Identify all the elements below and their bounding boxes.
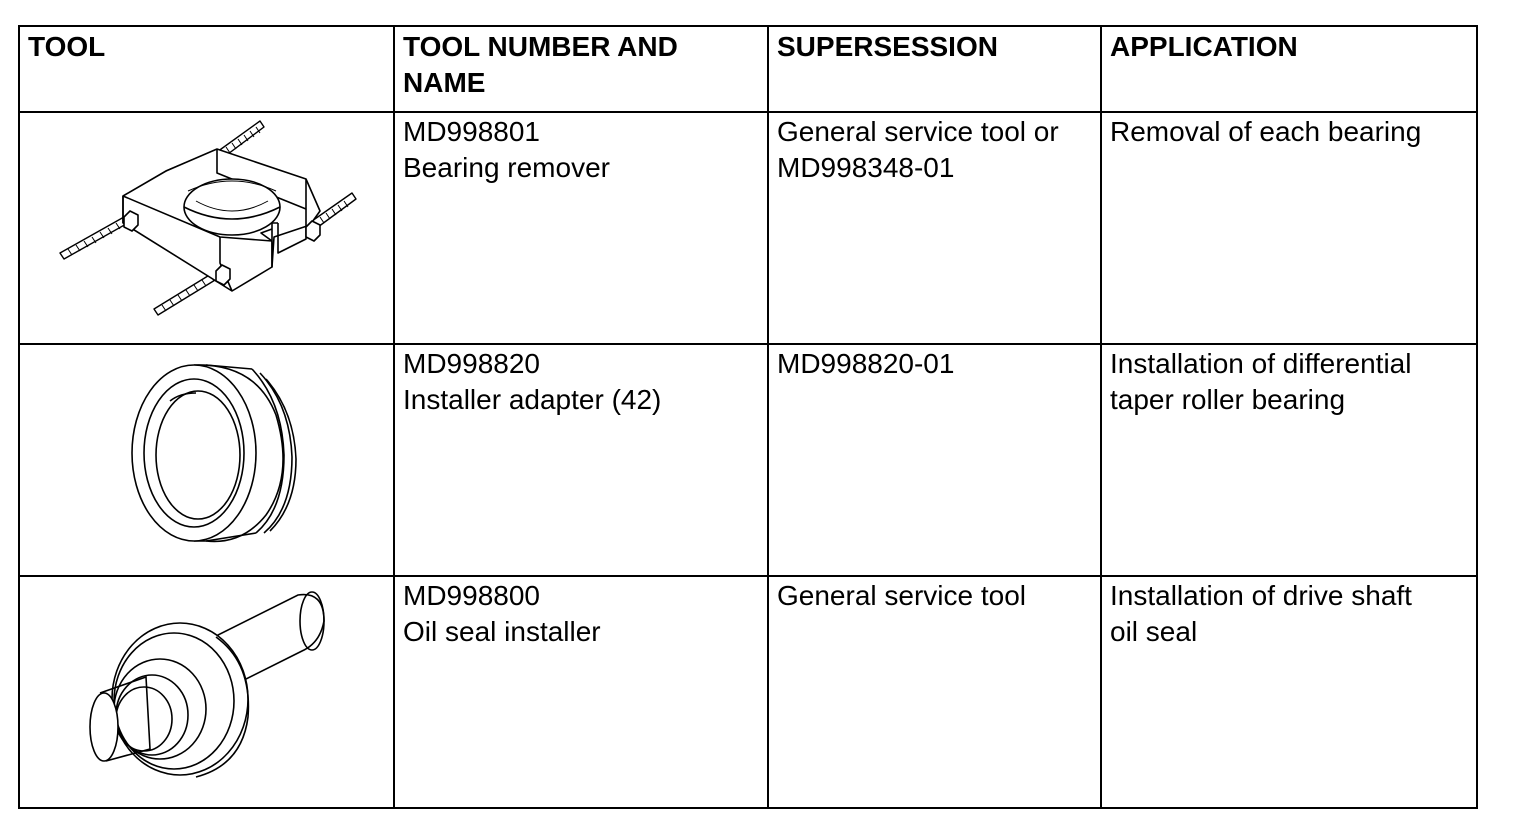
application-cell: Installation of drive shaft oil seal bbox=[1101, 576, 1477, 808]
header-tool: TOOL bbox=[19, 26, 394, 112]
application-cell: Installation of differential taper roller bearing bbox=[1101, 344, 1477, 576]
supersession-cell: General service tool or MD998348-01 bbox=[768, 112, 1101, 344]
table-header-row bbox=[19, 26, 1477, 112]
tool-number-name-cell bbox=[394, 112, 768, 344]
tool-name: Bearing remover bbox=[403, 152, 610, 183]
installer-adapter-icon bbox=[20, 345, 393, 573]
header-tool-number-and-name: TOOL NUMBER AND NAME bbox=[394, 26, 768, 112]
oil-seal-installer-icon bbox=[20, 577, 393, 805]
tool-image-cell bbox=[19, 344, 394, 576]
header-supersession: SUPERSESSION bbox=[768, 26, 1101, 112]
table-row bbox=[19, 344, 1477, 576]
tool-number: MD998820 bbox=[403, 348, 540, 379]
tool-image-cell bbox=[19, 112, 394, 344]
table-row bbox=[19, 112, 1477, 344]
tool-number: MD998800 bbox=[403, 580, 540, 611]
special-tools-table bbox=[18, 25, 1478, 809]
header-application: APPLICATION bbox=[1101, 26, 1477, 112]
bearing-remover-icon bbox=[20, 113, 393, 341]
tool-number-name-cell bbox=[394, 576, 768, 808]
tool-number-name-cell bbox=[394, 344, 768, 576]
tool-number: MD998801 bbox=[403, 116, 540, 147]
tool-name: Installer adapter (42) bbox=[403, 384, 662, 415]
application-cell: Removal of each bearing bbox=[1101, 112, 1477, 344]
supersession-cell: MD998820-01 bbox=[768, 344, 1101, 576]
table-row bbox=[19, 576, 1477, 808]
supersession-cell: General service tool bbox=[768, 576, 1101, 808]
tool-image-cell bbox=[19, 576, 394, 808]
tool-name: Oil seal installer bbox=[403, 616, 601, 647]
